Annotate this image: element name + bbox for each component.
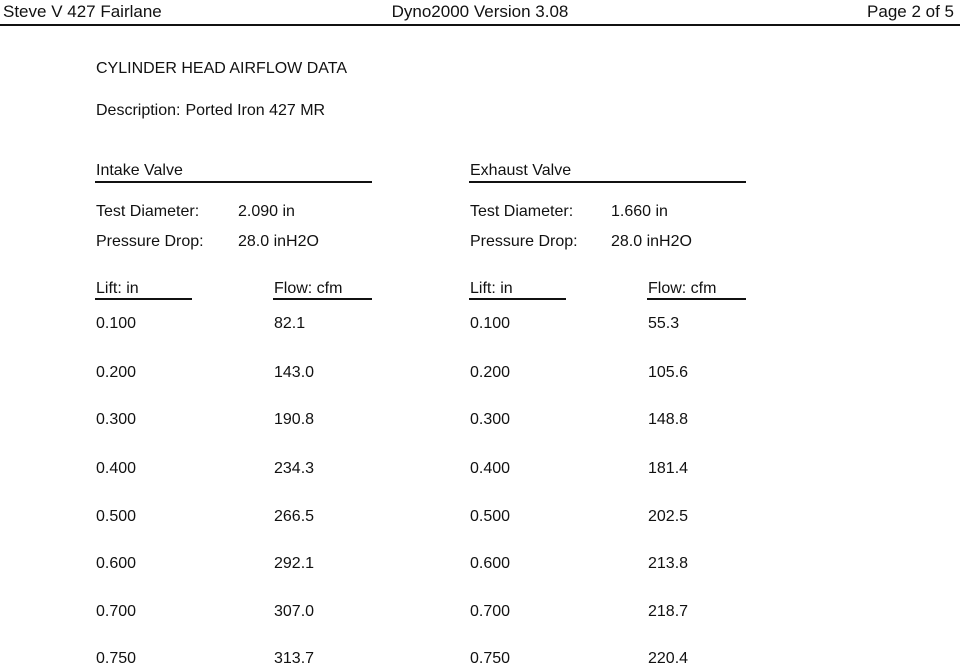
intake-lift-cell: 0.200 <box>96 364 137 381</box>
description-label: Description: <box>96 102 181 119</box>
exhaust-lift-cell: 0.600 <box>470 555 511 572</box>
exhaust-flow-header: Flow: cfm <box>648 280 717 297</box>
exhaust-pressure-drop-value: 28.0 inH2O <box>611 233 692 250</box>
intake-flow-header: Flow: cfm <box>274 280 343 297</box>
report-owner: Steve V 427 Fairlane <box>3 2 162 21</box>
exhaust-pressure-drop-label: Pressure Drop: <box>470 233 578 250</box>
intake-lift-cell: 0.500 <box>96 508 137 525</box>
exhaust-lift-cell: 0.100 <box>470 315 511 332</box>
software-version: Dyno2000 Version 3.08 <box>391 2 569 21</box>
intake-lift-header-rule <box>95 298 192 300</box>
intake-flow-cell: 143.0 <box>274 364 315 381</box>
page-title: CYLINDER HEAD AIRFLOW DATA <box>96 60 347 77</box>
intake-lift-cell: 0.400 <box>96 460 137 477</box>
exhaust-flow-cell: 202.5 <box>648 508 689 525</box>
intake-heading: Intake Valve <box>96 162 183 179</box>
exhaust-lift-cell: 0.500 <box>470 508 511 525</box>
intake-flow-cell: 82.1 <box>274 315 306 332</box>
intake-test-diameter-value: 2.090 in <box>238 203 295 220</box>
intake-lift-header: Lift: in <box>96 280 139 297</box>
exhaust-lift-cell: 0.700 <box>470 603 511 620</box>
exhaust-lift-cell: 0.400 <box>470 460 511 477</box>
exhaust-test-diameter-label: Test Diameter: <box>470 203 574 220</box>
intake-lift-cell: 0.700 <box>96 603 137 620</box>
intake-flow-cell: 307.0 <box>274 603 315 620</box>
exhaust-flow-cell: 148.8 <box>648 411 689 428</box>
intake-lift-cell: 0.600 <box>96 555 137 572</box>
intake-lift-cell: 0.300 <box>96 411 137 428</box>
exhaust-lift-header-rule <box>469 298 566 300</box>
intake-flow-cell: 313.7 <box>274 650 315 667</box>
exhaust-heading-rule <box>469 181 746 183</box>
intake-pressure-drop-label: Pressure Drop: <box>96 233 204 250</box>
exhaust-flow-cell: 218.7 <box>648 603 689 620</box>
intake-pressure-drop-value: 28.0 inH2O <box>238 233 319 250</box>
exhaust-flow-cell: 105.6 <box>648 364 689 381</box>
exhaust-flow-cell: 213.8 <box>648 555 689 572</box>
intake-flow-header-rule <box>273 298 372 300</box>
exhaust-lift-cell: 0.200 <box>470 364 511 381</box>
exhaust-flow-cell: 55.3 <box>648 315 680 332</box>
description <box>96 102 325 120</box>
page-number: Page 2 of 5 <box>867 2 954 21</box>
exhaust-lift-header: Lift: in <box>470 280 513 297</box>
intake-test-diameter-label: Test Diameter: <box>96 203 200 220</box>
intake-flow-cell: 234.3 <box>274 460 315 477</box>
description-value: Ported Iron 427 MR <box>185 102 326 119</box>
intake-flow-cell: 292.1 <box>274 555 315 572</box>
exhaust-heading: Exhaust Valve <box>470 162 572 179</box>
exhaust-lift-cell: 0.300 <box>470 411 511 428</box>
exhaust-lift-cell: 0.750 <box>470 650 511 667</box>
exhaust-test-diameter-value: 1.660 in <box>611 203 668 220</box>
intake-flow-cell: 190.8 <box>274 411 315 428</box>
header-divider <box>0 24 960 26</box>
exhaust-flow-cell: 181.4 <box>648 460 689 477</box>
intake-lift-cell: 0.750 <box>96 650 137 667</box>
intake-heading-rule <box>95 181 372 183</box>
intake-lift-cell: 0.100 <box>96 315 137 332</box>
exhaust-flow-cell: 220.4 <box>648 650 689 667</box>
intake-flow-cell: 266.5 <box>274 508 315 525</box>
exhaust-flow-header-rule <box>647 298 746 300</box>
